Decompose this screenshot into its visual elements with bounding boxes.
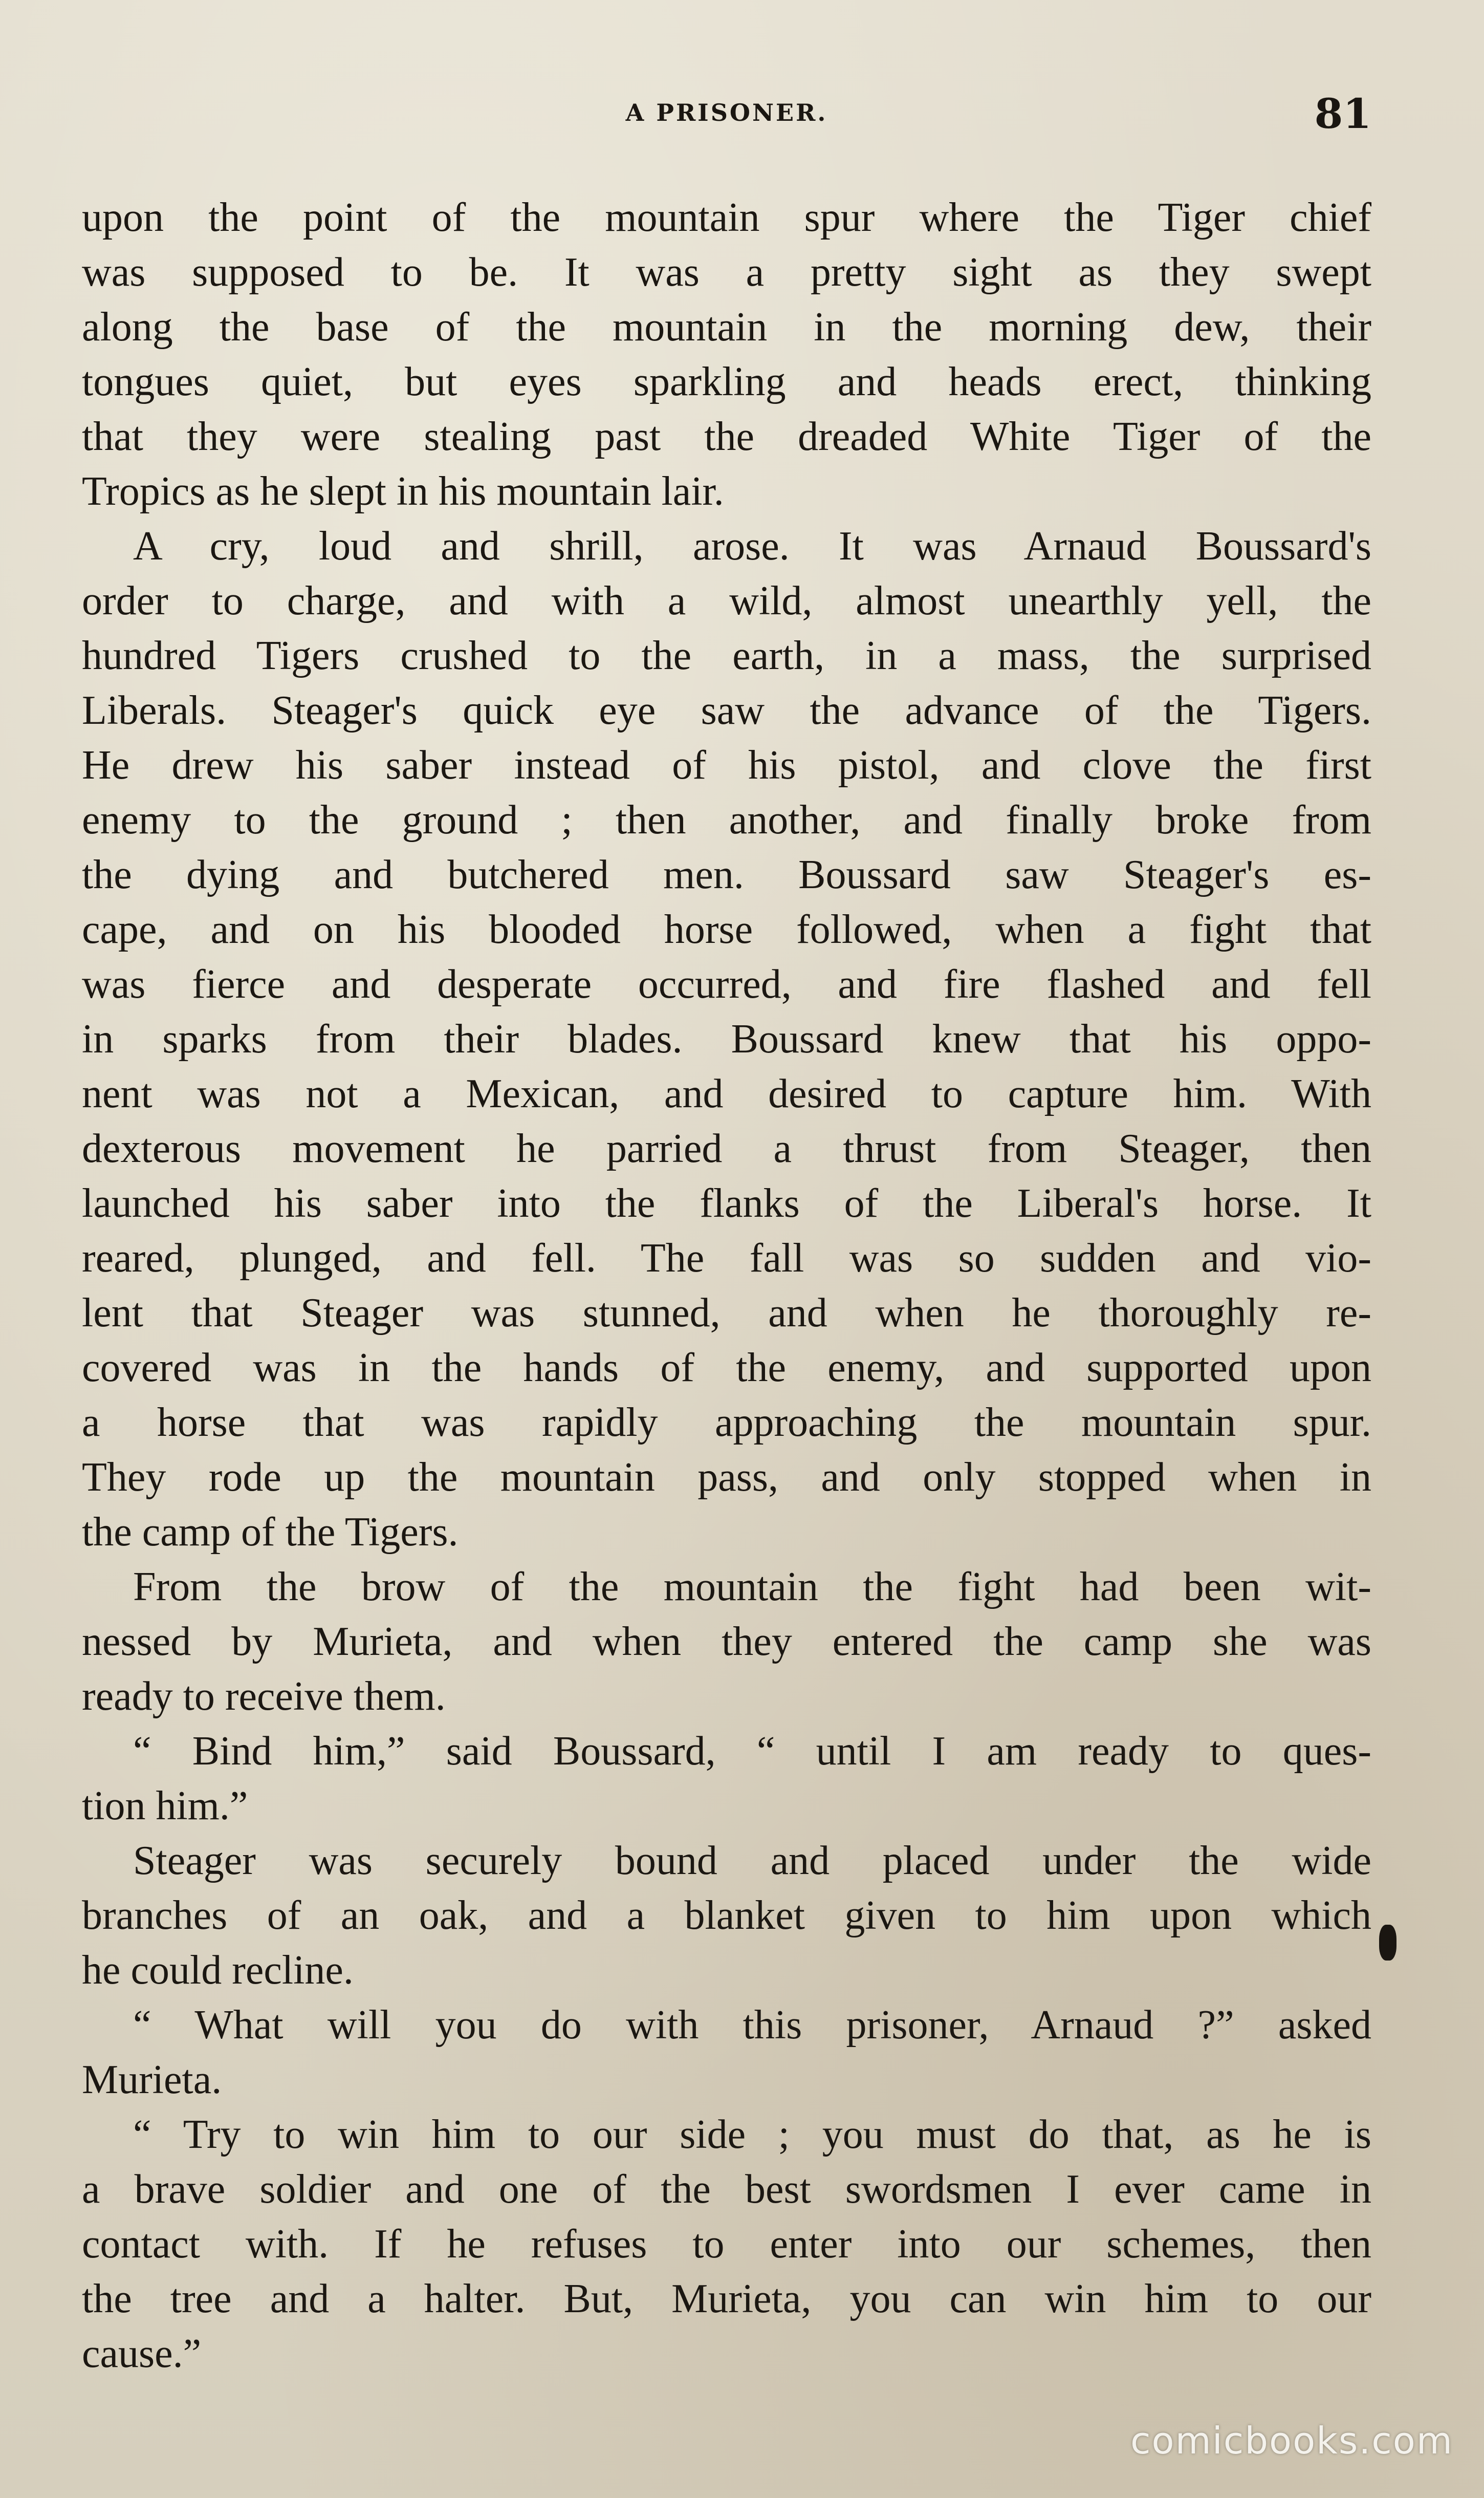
text-line: cape, and on his blooded horse followed, when a fight that [82,907,1371,952]
text-line: covered was in the hands of the enemy, and supported upon [82,1345,1371,1390]
text-line: a brave soldier and one of the best swordsmen I ever came in [82,2167,1371,2212]
text-line: Steager was securely bound and placed under the wide [133,1838,1371,1883]
text-line: A cry, loud and shrill, arose. It was Arnaud Boussard's [133,524,1371,569]
text-line: From the brow of the mountain the fight had been wit- [133,1564,1371,1609]
text-line: “ Bind him,” said Boussard, “ until I am ready to ques- [133,1729,1371,1774]
text-line: lent that Steager was stunned, and when he thoroughly re- [82,1290,1371,1336]
text-line: nessed by Murieta, and when they entered the camp she was [82,1619,1371,1664]
text-line: the dying and butchered men. Boussard saw Steager's es- [82,852,1371,897]
text-line: “ What will you do with this prisoner, Arnaud ?” asked [133,2002,1371,2048]
text-line: He drew his saber instead of his pistol, and clove the first [82,743,1371,788]
text-line: that they were stealing past the dreaded White Tiger of the [82,414,1371,459]
text-line: nent was not a Mexican, and desired to capture him. With [82,1071,1371,1116]
text-line: contact with. If he refuses to enter into our schemes, then [82,2222,1371,2267]
text-line: ready to receive them. [82,1674,446,1719]
watermark: comicbooks.com [1130,2419,1453,2462]
running-head: A PRISONER. [625,99,828,126]
ink-blot [1379,1925,1396,1961]
text-line: cause.” [82,2331,202,2376]
text-line: dexterous movement he parried a thrust from Steager, then [82,1126,1371,1171]
text-line: They rode up the mountain pass, and only stopped when in [82,1455,1371,1500]
text-line: along the base of the mountain in the morning dew, their [82,305,1371,350]
text-line: was supposed to be. It was a pretty sight as they swept [82,250,1371,295]
text-line: the camp of the Tigers. [82,1510,459,1555]
body-text [82,190,1371,2381]
page-header [82,90,1371,146]
text-line: tongues quiet, but eyes sparkling and heads erect, thinking [82,359,1371,404]
text-line: enemy to the ground ; then another, and finally broke from [82,798,1371,843]
text-line: in sparks from their blades. Boussard knew that his oppo- [82,1017,1371,1062]
text-line: a horse that was rapidly approaching the mountain spur. [82,1400,1371,1445]
text-line: reared, plunged, and fell. The fall was so sudden and vio- [82,1236,1371,1281]
text-line: he could recline. [82,1948,354,1993]
text-line: Liberals. Steager's quick eye saw the advance of the Tigers. [82,688,1371,733]
text-line: order to charge, and with a wild, almost unearthly yell, the [82,578,1371,623]
page-number: 81 [1314,90,1371,138]
text-line: was fierce and desperate occurred, and fire flashed and fell [82,962,1371,1007]
text-line: tion him.” [82,1783,248,1828]
text-line: launched his saber into the flanks of the Liberal's horse. It [82,1181,1371,1226]
text-line: Tropics as he slept in his mountain lair. [82,469,724,514]
text-line: branches of an oak, and a blanket given to him upon which [82,1893,1371,1938]
text-line: Murieta. [82,2057,222,2102]
text-line: the tree and a halter. But, Murieta, you can win him to our [82,2276,1371,2321]
text-line: hundred Tigers crushed to the earth, in a mass, the surprised [82,633,1371,678]
text-line: “ Try to win him to our side ; you must do that, as he is [133,2112,1371,2157]
text-line: upon the point of the mountain spur where the Tiger chief [82,195,1371,240]
